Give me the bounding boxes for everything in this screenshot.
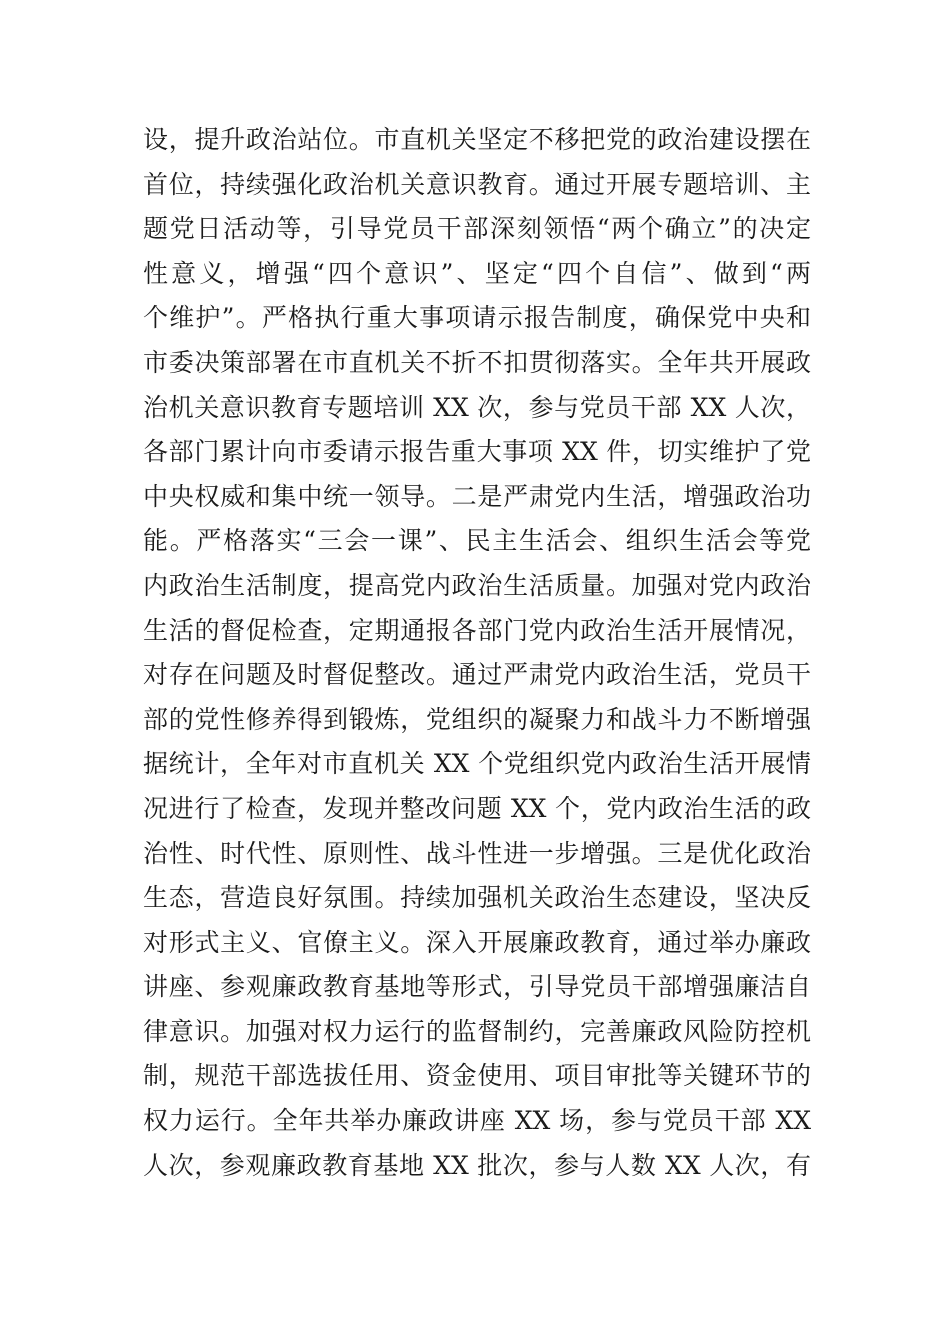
text-line: 治性、时代性、原则性、战斗性进一步增强。三是优化政治	[143, 838, 811, 868]
text-line: 对存在问题及时督促整改。通过严肃党内政治生活，党员干	[143, 660, 811, 690]
text-line: 个维护”。严格执行重大事项请示报告制度，确保党中央和	[143, 303, 811, 333]
text-line: 人次，参观廉政教育基地 XX 批次，参与人数 XX 人次，有	[143, 1150, 811, 1180]
text-line: 据统计，全年对市直机关 XX 个党组织党内政治生活开展情	[143, 749, 811, 779]
text-line: 生态，营造良好氛围。持续加强机关政治生态建设，坚决反	[143, 883, 811, 913]
text-line: 制，规范干部选拔任用、资金使用、项目审批等关键环节的	[143, 1061, 811, 1091]
text-line: 部的党性修养得到锻炼，党组织的凝聚力和战斗力不断增强	[143, 704, 811, 734]
text-line: 各部门累计向市委请示报告重大事项 XX 件，切实维护了党	[143, 437, 811, 467]
text-line: 首位，持续强化政治机关意识教育。通过开展专题培训、主	[143, 169, 811, 199]
text-line: 权力运行。全年共举办廉政讲座 XX 场，参与党员干部 XX	[143, 1106, 811, 1136]
text-line: 设，提升政治站位。市直机关坚定不移把党的政治建设摆在	[143, 125, 811, 154]
text-line: 内政治生活制度，提高党内政治生活质量。加强对党内政治	[143, 570, 811, 600]
text-line: 治机关意识教育专题培训 XX 次，参与党员干部 XX 人次，	[143, 392, 811, 422]
text-line: 能。严格落实“三会一课”、民主生活会、组织生活会等党	[143, 526, 811, 556]
text-line: 况进行了检查，发现并整改问题 XX 个，党内政治生活的政	[143, 793, 811, 823]
text-line: 生活的督促检查，定期通报各部门党内政治生活开展情况，	[143, 615, 811, 645]
text-line: 讲座、参观廉政教育基地等形式，引导党员干部增强廉洁自	[143, 972, 811, 1002]
text-line: 中央权威和集中统一领导。二是严肃党内生活，增强政治功	[143, 481, 811, 511]
body-paragraph	[143, 118, 811, 1188]
text-line: 律意识。加强对权力运行的监督制约，完善廉政风险防控机	[143, 1016, 811, 1046]
text-line: 性意义，增强“四个意识”、坚定“四个自信”、做到“两	[143, 258, 811, 288]
text-line: 题党日活动等，引导党员干部深刻领悟“两个确立”的决定	[143, 214, 811, 244]
text-line: 市委决策部署在市直机关不折不扣贯彻落实。全年共开展政	[143, 347, 811, 377]
text-line: 对形式主义、官僚主义。深入开展廉政教育，通过举办廉政	[143, 927, 811, 957]
